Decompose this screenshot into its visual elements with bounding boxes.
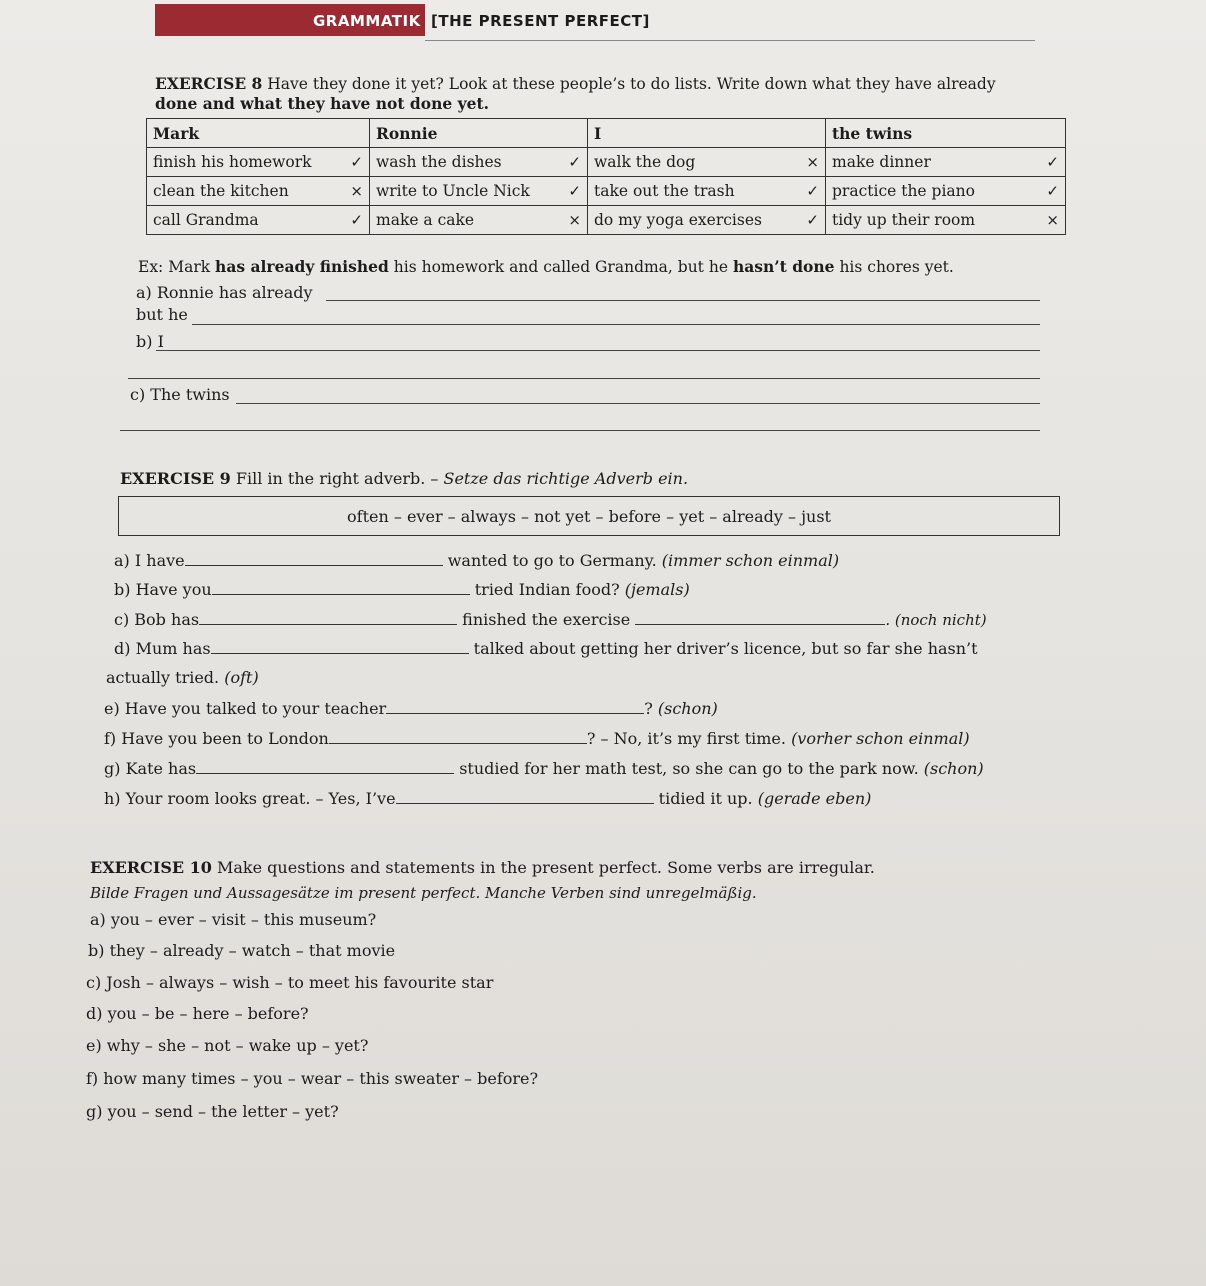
ex10-label: EXERCISE 10 — [90, 858, 212, 877]
blank-input[interactable] — [329, 729, 587, 744]
ex8-a-prompt: a) Ronnie has already — [136, 283, 313, 302]
cross-mark-icon: × — [806, 153, 819, 171]
ex10-item: g) you – send – the letter – yet? — [86, 1102, 339, 1121]
ex8-label: EXERCISE 8 — [155, 74, 263, 93]
cross-mark-icon: × — [1046, 211, 1059, 229]
ex10-item: f) how many times – you – wear – this sweater – before? — [86, 1069, 539, 1088]
ex10-item: b) they – already – watch – that movie — [88, 941, 396, 960]
table-row — [147, 148, 1066, 177]
ex9-item-a: a) I have wanted to go to Germany. (immer schon einmal) — [114, 551, 840, 570]
ex9-item-h: h) Your room looks great. – Yes, I’ve tidied it up. (gerade eben) — [104, 789, 872, 808]
blank-input[interactable] — [196, 759, 454, 774]
ex9-item-e: e) Have you talked to your teacher ? (schon) — [104, 699, 718, 718]
ex8-b-prompt: b) I — [136, 332, 164, 351]
task-text: make dinner — [832, 153, 931, 171]
ex9-item-g: g) Kate has studied for her math test, so she can go to the park now. (schon) — [104, 759, 984, 778]
ex8-instruction-line2: done and what they have not done yet. — [155, 94, 490, 113]
ex10-item: d) you – be – here – before? — [86, 1004, 309, 1023]
task-text: tidy up their room — [832, 211, 976, 229]
page-header — [155, 0, 1035, 50]
check-mark-icon: ✓ — [1046, 182, 1059, 200]
answer-line[interactable] — [128, 378, 1040, 379]
task-text: take out the trash — [594, 182, 735, 200]
adverb-list: often – ever – always – not yet – before – yet – already – just — [347, 506, 831, 526]
table-row — [147, 177, 1066, 206]
ex9-item-d: d) Mum has talked about getting her driver’s licence, but so far she hasn’t — [114, 639, 978, 658]
task-text: clean the kitchen — [153, 182, 289, 200]
header-topic: [THE PRESENT PERFECT] — [431, 12, 650, 30]
check-mark-icon: ✓ — [350, 211, 363, 229]
ex10-instruction: EXERCISE 10 Make questions and statements in the present perfect. Some verbs are irregular. — [90, 858, 875, 877]
cross-mark-icon: × — [350, 182, 363, 200]
blank-input[interactable] — [635, 610, 885, 625]
ex8-instruction — [155, 74, 1035, 114]
cross-mark-icon: × — [568, 211, 581, 229]
check-mark-icon: ✓ — [806, 211, 819, 229]
ex8-instruction-line1: Have they done it yet? Look at these people’s to do lists. Write down what they have already — [267, 75, 996, 93]
answer-line[interactable] — [326, 300, 1040, 301]
ex9-item-c: c) Bob has finished the exercise . (noch nicht) — [114, 610, 987, 629]
todo-table — [146, 118, 1066, 235]
header-rule — [425, 40, 1035, 41]
ex10-instruction-de: Bilde Fragen und Aussagesätze im present perfect. Manche Verben sind unregelmäßig. — [90, 884, 757, 902]
task-text: do my yoga exercises — [594, 211, 762, 229]
check-mark-icon: ✓ — [568, 153, 581, 171]
blank-input[interactable] — [199, 610, 457, 625]
check-mark-icon: ✓ — [568, 182, 581, 200]
task-text: write to Uncle Nick — [376, 182, 530, 200]
task-text: walk the dog — [594, 153, 696, 171]
check-mark-icon: ✓ — [806, 182, 819, 200]
adverb-word-box — [118, 496, 1060, 536]
answer-line[interactable] — [236, 403, 1040, 404]
blank-input[interactable] — [396, 789, 654, 804]
header-section: GRAMMATIK — [313, 12, 421, 30]
col-header-mark: Mark — [147, 119, 370, 148]
ex9-item-f: f) Have you been to London ? – No, it’s my first time. (vorher schon einmal) — [104, 729, 970, 748]
blank-input[interactable] — [386, 699, 644, 714]
task-text: call Grandma — [153, 211, 259, 229]
ex10-item: a) you – ever – visit – this museum? — [90, 910, 377, 929]
check-mark-icon: ✓ — [1046, 153, 1059, 171]
blank-input[interactable] — [212, 580, 470, 595]
task-text: finish his homework — [153, 153, 312, 171]
task-text: practice the piano — [832, 182, 975, 200]
ex9-label: EXERCISE 9 — [120, 469, 231, 488]
ex8-c-prompt: c) The twins — [130, 385, 230, 404]
ex8-a-cont: but he — [136, 305, 188, 324]
ex10-item: c) Josh – always – wish – to meet his favourite star — [86, 973, 494, 992]
answer-line[interactable] — [192, 324, 1040, 325]
col-header-twins: the twins — [826, 119, 1066, 148]
task-text: make a cake — [376, 211, 475, 229]
task-text: wash the dishes — [376, 153, 502, 171]
answer-line[interactable] — [120, 430, 1040, 431]
answer-line[interactable] — [156, 350, 1040, 351]
ex9-item-d-cont: actually tried. (oft) — [106, 668, 259, 687]
ex9-instruction: EXERCISE 9 Fill in the right adverb. – Setze das richtige Adverb ein. — [120, 469, 689, 488]
table-header-row — [147, 119, 1066, 148]
col-header-i: I — [588, 119, 826, 148]
ex8-example: Ex: Mark has already finished his homework and called Grandma, but he hasn’t done his chores yet. — [138, 257, 954, 276]
blank-input[interactable] — [185, 551, 443, 566]
ex10-item: e) why – she – not – wake up – yet? — [86, 1036, 369, 1055]
ex9-item-b: b) Have you tried Indian food? (jemals) — [114, 580, 690, 599]
col-header-ronnie: Ronnie — [370, 119, 588, 148]
table-row — [147, 206, 1066, 235]
blank-input[interactable] — [211, 639, 469, 654]
check-mark-icon: ✓ — [350, 153, 363, 171]
